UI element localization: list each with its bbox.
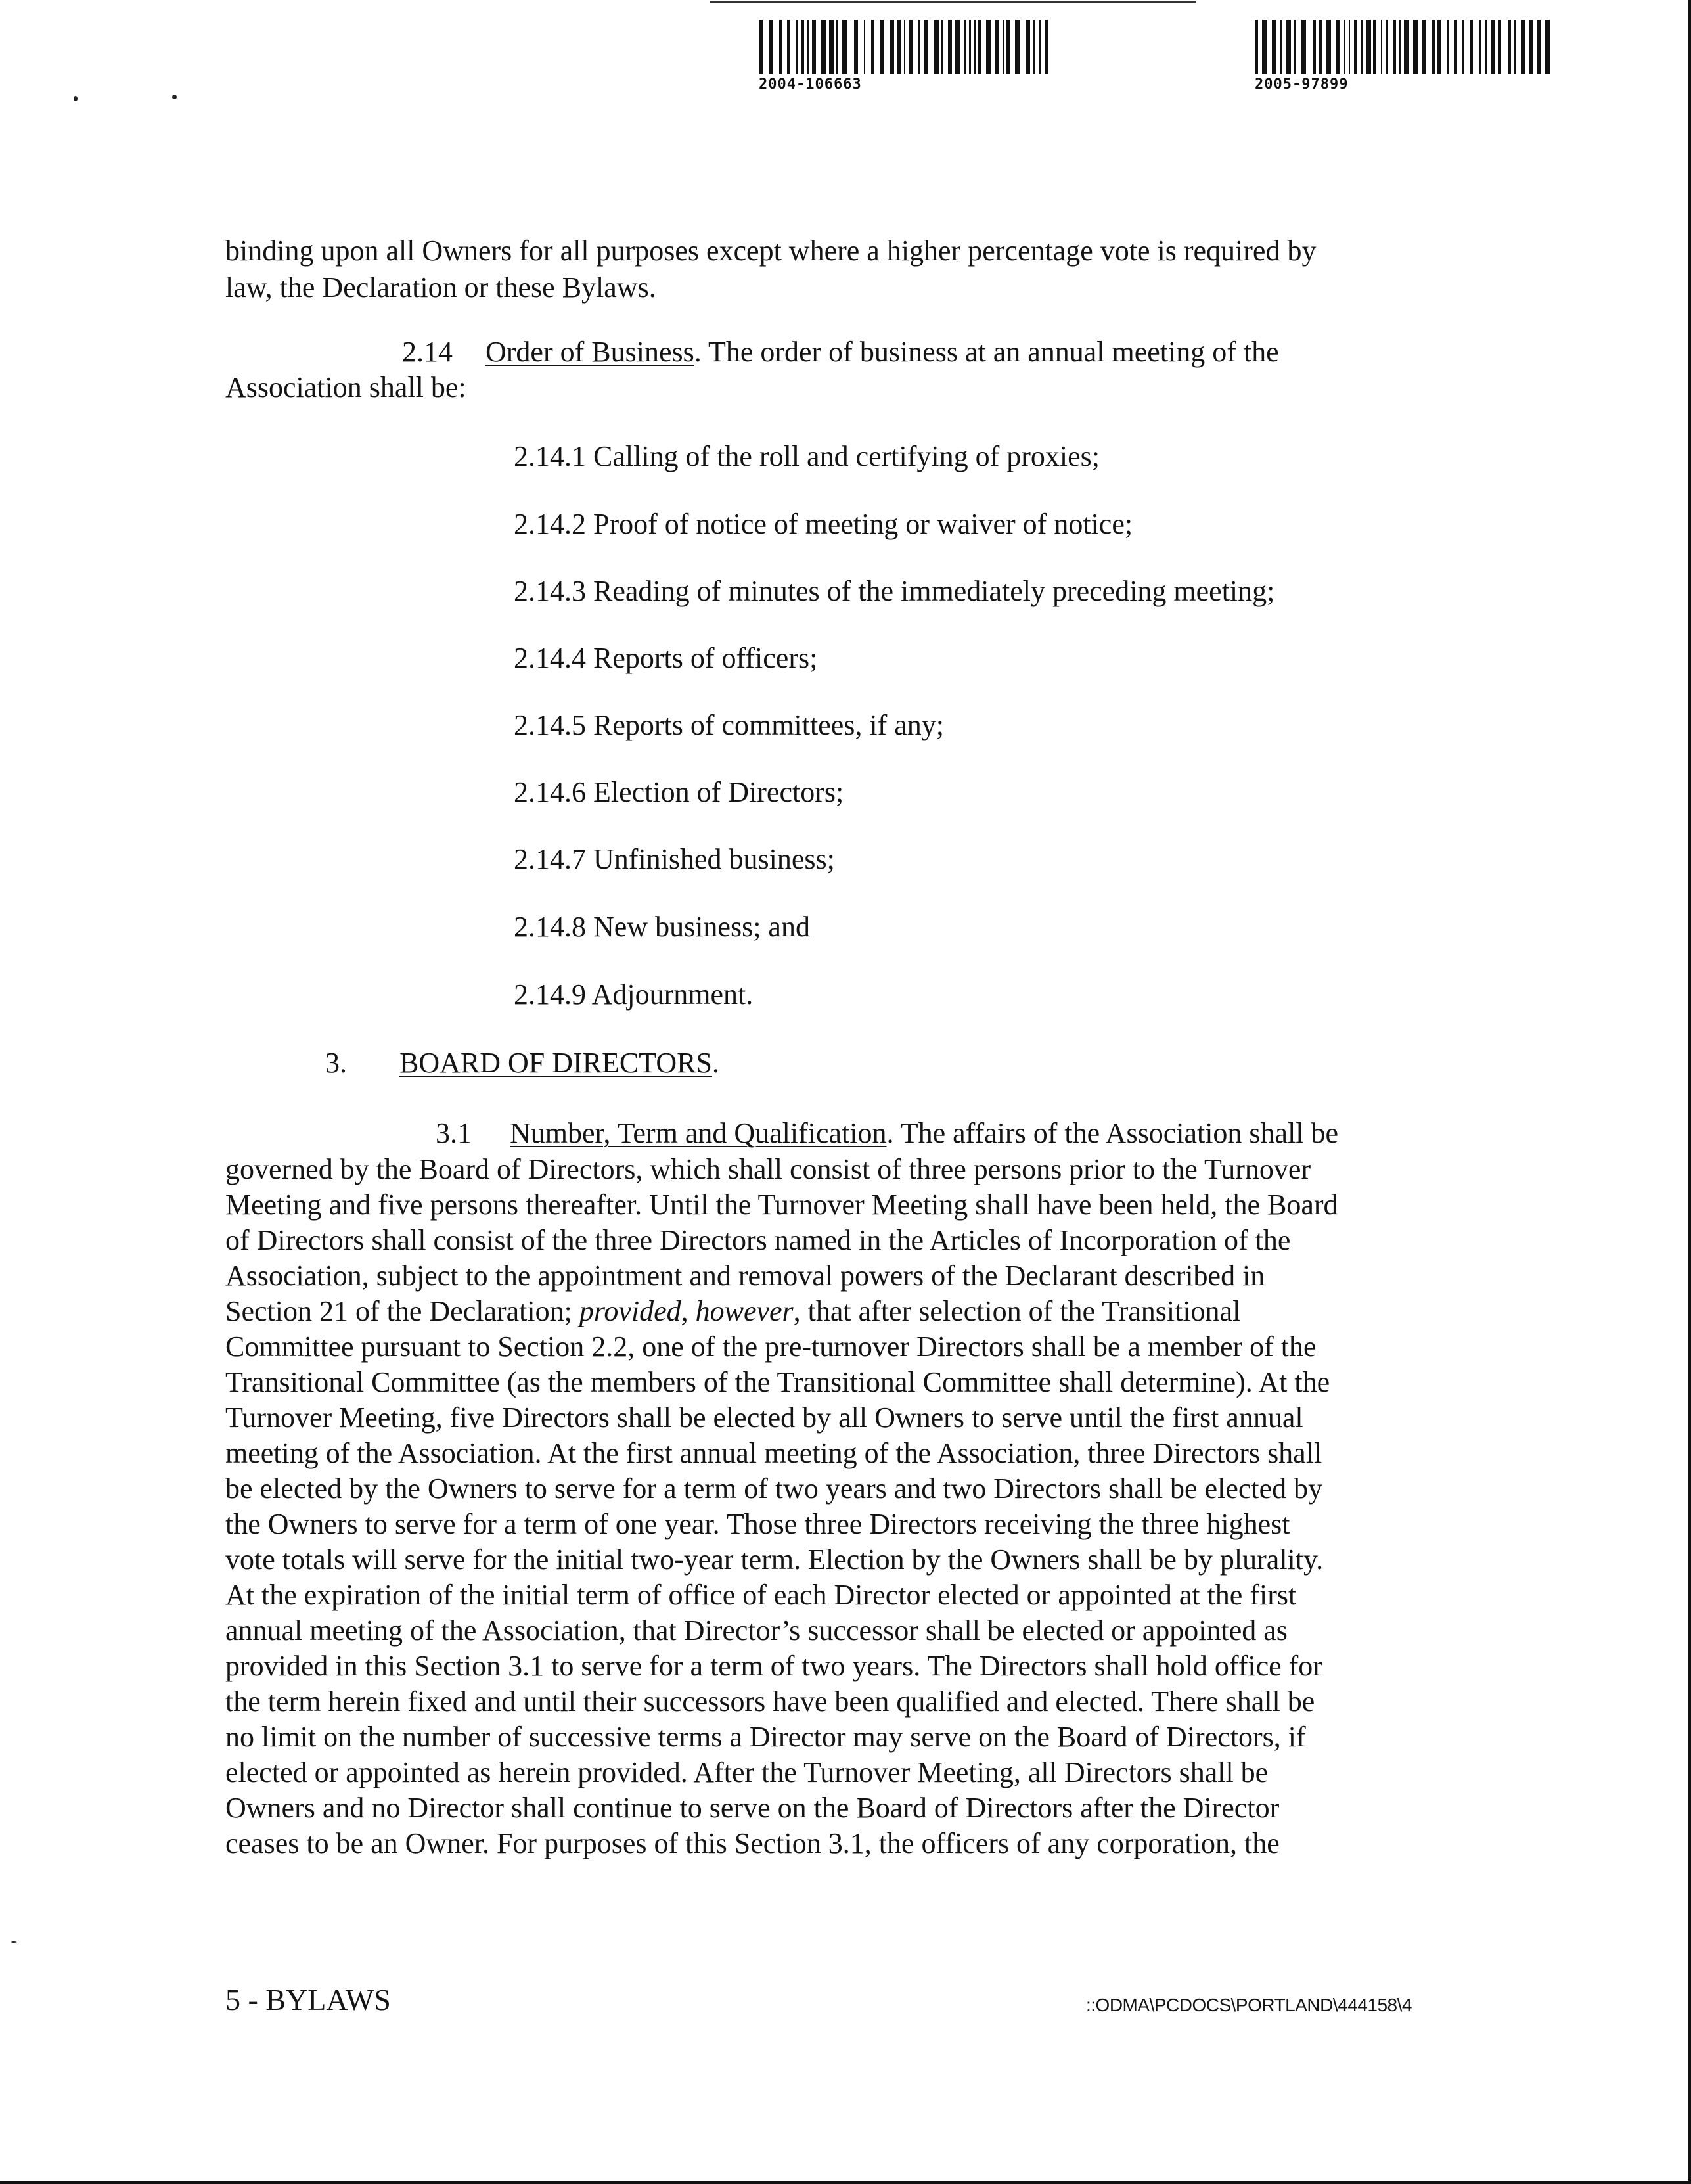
barcode-bar <box>964 20 966 74</box>
barcode-bar <box>1286 20 1291 74</box>
barcode-right-number: 2005-97899 <box>1255 76 1349 93</box>
barcode-bar <box>1344 20 1345 74</box>
barcode-bar <box>934 20 939 74</box>
section-heading: Number, Term and Qualification <box>510 1117 887 1149</box>
section-number: 2.14 <box>402 336 453 368</box>
barcode-bar <box>1026 20 1030 74</box>
barcode-bar <box>978 20 981 74</box>
order-item-number: 2.14.3 <box>514 575 586 607</box>
barcode-right <box>1255 20 1550 93</box>
barcode-bar <box>897 20 901 74</box>
body-line: the term herein fixed and until their successors have been qualified and elected. There shall be <box>225 1685 1315 1718</box>
barcode-bar <box>1386 20 1388 74</box>
barcode-bar <box>1015 20 1020 74</box>
barcode-bar <box>1479 20 1481 74</box>
order-item <box>514 573 1274 610</box>
footer-doc-path: ::ODMA\PCDOCS\PORTLAND\444158\4 <box>1086 1995 1412 2015</box>
barcode-bar <box>995 20 999 74</box>
order-item-text: Reports of officers; <box>593 642 818 674</box>
barcode-bar <box>955 20 960 74</box>
order-item <box>514 841 835 878</box>
order-item-text: Calling of the roll and certifying of proxies; <box>593 440 1100 472</box>
barcode-bar <box>1462 20 1464 74</box>
barcode-left <box>759 20 1051 93</box>
barcode-bar <box>1529 20 1533 74</box>
order-item-text: Reading of minutes of the immediately preceding meeting; <box>593 575 1275 607</box>
barcode-bar <box>941 20 943 74</box>
barcode-bar <box>1521 20 1525 74</box>
body-line-end: , that after selection of the Transitional <box>793 1295 1241 1327</box>
article-title-period: . <box>711 1047 719 1079</box>
body-line: Committee pursuant to Section 2.2, one of the pre-turnover Directors shall be a member of the <box>225 1331 1317 1363</box>
section-heading: Order of Business <box>485 336 694 368</box>
barcode-bar <box>787 20 790 74</box>
body-line: of Directors shall consist of the three Directors named in the Articles of Incorporation of the <box>225 1224 1291 1256</box>
barcode-bar <box>1373 20 1376 74</box>
barcode-bar <box>969 20 971 74</box>
order-item-text: Proof of notice of meeting or waiver of notice; <box>593 508 1133 540</box>
barcode-bar <box>909 20 913 74</box>
body-line: Owners and no Director shall continue to serve on the Board of Directors after the Director <box>225 1792 1280 1824</box>
body-line: vote totals will serve for the initial two-year term. Election by the Owners shall be by plurality. <box>225 1543 1324 1576</box>
barcode-bar <box>948 20 952 74</box>
barcode-bar <box>1045 20 1048 74</box>
barcode-bar <box>1454 20 1457 74</box>
barcode-bar <box>842 20 847 74</box>
order-item <box>514 909 810 945</box>
article-3-heading <box>325 1045 719 1081</box>
body-line: provided in this Section 3.1 to serve for a term of two years. The Directors shall hold office for <box>225 1650 1322 1682</box>
barcode-bar <box>904 20 905 74</box>
barcode-bar <box>864 20 865 74</box>
barcode-bar <box>1272 20 1276 74</box>
barcode-bar <box>1319 20 1322 74</box>
order-item <box>514 774 844 811</box>
body-line-start: Section 21 of the Declaration; <box>225 1295 579 1327</box>
section-2-14-continuation: Association shall be: <box>225 371 466 403</box>
order-item-text: Unfinished business; <box>593 843 835 875</box>
barcode-bar <box>1413 20 1418 74</box>
barcode-bar <box>1361 20 1363 74</box>
barcode-bar <box>1003 20 1004 74</box>
scan-border-right <box>1688 0 1691 2184</box>
barcode-bar <box>1366 20 1371 74</box>
barcode-bar <box>1033 20 1035 74</box>
order-item-text: New business; and <box>593 911 810 943</box>
barcode-bar <box>1280 20 1282 74</box>
section-3-1-first-line <box>436 1115 1338 1152</box>
barcode-bar <box>974 20 976 74</box>
barcode-bar <box>1262 20 1267 74</box>
barcode-bar <box>1447 20 1449 74</box>
barcode-bar <box>1422 20 1426 74</box>
barcode-bar <box>1498 20 1501 74</box>
barcode-bar <box>1545 20 1550 74</box>
barcode-bar <box>986 20 991 74</box>
body-line: meeting of the Association. At the first annual meeting of the Association, three Directors shall <box>225 1437 1322 1469</box>
order-item-text: Adjournment. <box>591 978 754 1011</box>
barcode-bar <box>871 20 874 74</box>
barcode-bar <box>1336 20 1340 74</box>
barcode-bar <box>1432 20 1435 74</box>
scan-speck <box>11 1941 17 1943</box>
barcode-bar <box>854 20 858 74</box>
scan-speck <box>172 95 177 99</box>
barcode-bar <box>1294 20 1296 74</box>
barcode-bar <box>769 20 773 74</box>
barcode-bar <box>1404 20 1409 74</box>
order-item <box>514 438 1100 475</box>
body-line: Transitional Committee (as the members of the Transitional Committee shall determine). At the <box>225 1366 1330 1398</box>
order-item-number: 2.14.6 <box>514 776 586 808</box>
barcode-bar <box>1354 20 1357 74</box>
article-title: BOARD OF DIRECTORS <box>399 1047 712 1079</box>
article-number: 3. <box>325 1047 347 1079</box>
barcode-bar <box>918 20 920 74</box>
order-item <box>514 707 944 744</box>
barcode-bar <box>880 20 884 74</box>
body-line: be elected by the Owners to serve for a term of two years and two Directors shall be elected by <box>225 1472 1323 1505</box>
barcode-bar <box>1437 20 1441 74</box>
barcode-bar <box>1537 20 1541 74</box>
order-item-number: 2.14.8 <box>514 911 586 943</box>
order-item-text: Reports of committees, if any; <box>593 709 944 741</box>
barcode-left-number: 2004-106663 <box>759 76 862 93</box>
barcode-bar <box>812 20 816 74</box>
order-item <box>514 640 817 677</box>
barcode-bar <box>779 20 782 74</box>
scan-border-bottom <box>0 2181 1691 2184</box>
barcode-bar <box>1508 20 1511 74</box>
top-edge-line <box>710 1 1196 3</box>
body-line: Meeting and five persons thereafter. Until the Turnover Meeting shall have been held, the Board <box>225 1189 1338 1221</box>
order-item-number: 2.14.5 <box>514 709 586 741</box>
order-item-text: Election of Directors; <box>593 776 844 808</box>
barcode-bar <box>1326 20 1331 74</box>
order-item-number: 2.14.9 <box>514 978 586 1011</box>
barcode-bar <box>1491 20 1495 74</box>
barcode-right-bars <box>1255 20 1550 74</box>
order-item-number: 2.14.2 <box>514 508 586 540</box>
barcode-bar <box>1255 20 1258 74</box>
barcode-bar <box>1313 20 1316 74</box>
section-text: . The order of business at an annual meeting of the <box>694 336 1279 368</box>
order-item-number: 2.14.7 <box>514 843 586 875</box>
body-line-italic: provided, however <box>579 1295 794 1327</box>
barcode-bar <box>796 20 798 74</box>
order-item-number: 2.14.1 <box>514 440 586 472</box>
barcode-bar <box>1006 20 1010 74</box>
barcode-bar <box>1485 20 1487 74</box>
barcode-bar <box>1301 20 1306 74</box>
intro-line: law, the Declaration or these Bylaws. <box>225 271 656 304</box>
body-line <box>225 1293 1240 1330</box>
section-number: 3.1 <box>436 1117 472 1149</box>
barcode-bar <box>1393 20 1396 74</box>
body-line: the Owners to serve for a term of one year. Those three Directors receiving the three highest <box>225 1508 1290 1540</box>
body-line: governed by the Board of Directors, which shall consist of three persons prior to the Turnover <box>225 1153 1311 1185</box>
barcode-bar <box>1381 20 1382 74</box>
barcode-bar <box>801 20 804 74</box>
barcode-bar <box>1514 20 1516 74</box>
barcode-bar <box>829 20 834 74</box>
body-line: At the expiration of the initial term of office of each Director elected or appointed at the first <box>225 1579 1297 1611</box>
barcode-bar <box>1349 20 1350 74</box>
section-2-14-first-line <box>402 334 1279 371</box>
barcode-left-bars <box>759 20 1051 74</box>
body-line: Association, subject to the appointment and removal powers of the Declarant described in <box>225 1260 1265 1292</box>
order-item-number: 2.14.4 <box>514 642 586 674</box>
order-item <box>514 976 753 1013</box>
barcode-bar <box>1470 20 1473 74</box>
barcode-bar <box>836 20 838 74</box>
barcode-bar <box>759 20 763 74</box>
scan-speck <box>74 96 78 101</box>
body-line: elected or appointed as herein provided. After the Turnover Meeting, all Directors shall be <box>225 1756 1269 1788</box>
intro-line: binding upon all Owners for all purposes except where a higher percentage vote is required by <box>225 235 1317 267</box>
order-item <box>514 506 1133 543</box>
barcode-bar <box>1039 20 1041 74</box>
barcode-bar <box>821 20 826 74</box>
barcode-bar <box>924 20 928 74</box>
barcode-bar <box>890 20 894 74</box>
footer-page-label: 5 - BYLAWS <box>225 1983 391 2016</box>
section-text: . The affairs of the Association shall be <box>886 1117 1339 1149</box>
barcode-bar <box>1399 20 1401 74</box>
body-line: Turnover Meeting, five Directors shall be elected by all Owners to serve until the first annual <box>225 1401 1303 1434</box>
barcode-bar <box>807 20 809 74</box>
body-line: no limit on the number of successive terms a Director may serve on the Board of Directors, if <box>225 1721 1306 1753</box>
body-line: annual meeting of the Association, that Director’s successor shall be elected or appointed as <box>225 1614 1288 1647</box>
body-line: ceases to be an Owner. For purposes of this Section 3.1, the officers of any corporation, the <box>225 1827 1280 1859</box>
